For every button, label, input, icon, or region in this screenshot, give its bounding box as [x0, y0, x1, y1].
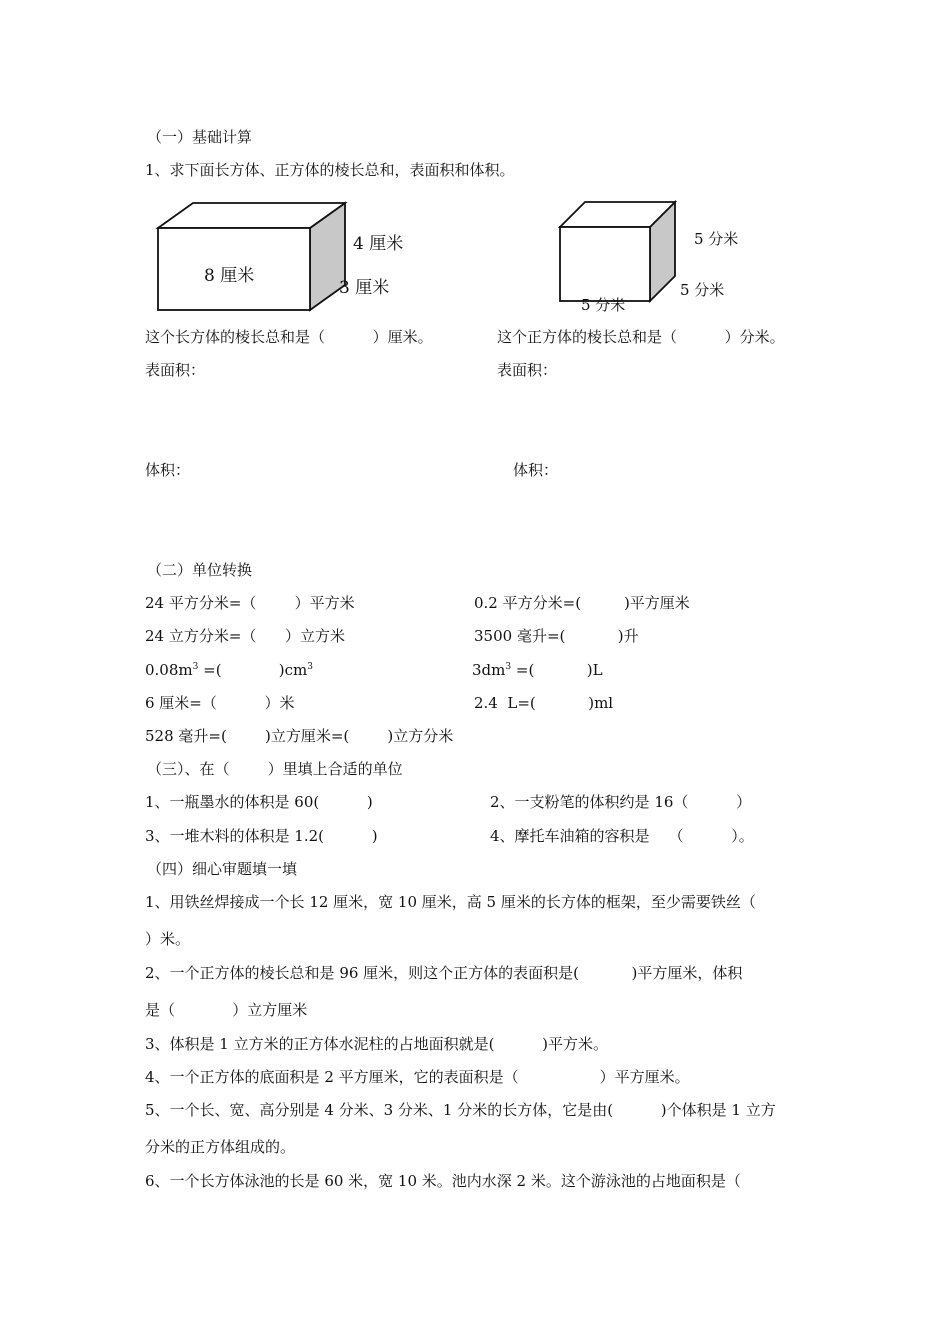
- unit-question-1: 1、一瓶墨水的体积是 60( ): [145, 793, 373, 811]
- conversion-1-left: 24 平方分米=（ ）平方米: [145, 594, 355, 612]
- conversion-2-right: 3500 毫升=( )升: [474, 627, 639, 645]
- conversion-3-right: [472, 660, 603, 680]
- cube-edge-label-top: 5 分米: [694, 230, 739, 248]
- conversion-3-left-exp2: 3: [307, 662, 313, 672]
- cube-edge-label-bottom: 5 分米: [581, 296, 626, 314]
- fill-question-2: 2、一个正方体的棱长总和是 96 厘米，则这个正方体的表面积是( )平方厘米，体积: [145, 964, 743, 982]
- cuboid-depth-label: 3 厘米: [339, 278, 390, 298]
- cube-surface-area-label: 表面积：: [497, 361, 558, 379]
- cuboid-volume-label: 体积：: [145, 461, 191, 479]
- conversion-4-left: 6 厘米=（ ）米: [145, 694, 295, 712]
- cuboid-height-label: 4 厘米: [353, 234, 404, 254]
- conversion-3-left-exp: 3: [192, 662, 199, 672]
- cube-volume-label: 体积：: [513, 461, 559, 479]
- question-1: 1、求下面长方体、正方体的棱长总和，表面积和体积。: [145, 161, 515, 179]
- fill-question-1-cont: ）米。: [145, 930, 191, 948]
- fill-question-3: 3、体积是 1 立方米的正方体水泥柱的占地面积就是( )平方米。: [145, 1035, 609, 1053]
- fill-question-4: 4、一个正方体的底面积是 2 平方厘米，它的表面积是（ ）平方厘米。: [145, 1068, 690, 1086]
- unit-question-4: 4、摩托车油箱的容积是 （ ）。: [490, 827, 754, 845]
- conversion-3-left: [145, 660, 313, 680]
- conversion-3-right-b: =( )L: [511, 661, 603, 679]
- conversion-2-left: 24 立方分米=（ ）立方米: [145, 627, 346, 645]
- unit-question-2: 2、一支粉笔的体积约是 16（ ）: [490, 793, 752, 811]
- conversion-4-right: 2.4 L=( )ml: [474, 694, 614, 712]
- cuboid-surface-area-label: 表面积：: [145, 361, 206, 379]
- fill-question-6: 6、一个长方体泳池的长是 60 米，宽 10 米。池内水深 2 米。这个游泳池的占地面积是（: [145, 1172, 741, 1190]
- fill-question-1: 1、用铁丝焊接成一个长 12 厘米，宽 10 厘米，高 5 厘米的长方体的框架，至少需要铁丝（: [145, 893, 756, 911]
- cube-edge-label-side: 5 分米: [680, 281, 725, 299]
- section2-heading: （二）单位转换: [147, 561, 253, 579]
- cuboid-figure: [150, 195, 350, 315]
- conversion-3-left-b: =( )cm: [198, 661, 308, 679]
- fill-question-5: 5、一个长、宽、高分别是 4 分米、3 分米、1 分米的长方体，它是由( )个体积是 1 立方: [145, 1101, 776, 1119]
- section3-heading: （三）、在（ ）里填上合适的单位: [147, 760, 403, 778]
- unit-question-3: 3、一堆木料的体积是 1.2( ): [145, 827, 378, 845]
- cuboid-edge-sum-line: 这个长方体的棱长总和是（ ）厘米。: [145, 328, 433, 346]
- cube-figure: [555, 198, 683, 306]
- cube-edge-sum-line: 这个正方体的棱长总和是（ ）分米。: [497, 328, 785, 346]
- section4-heading: （四）细心审题填一填: [147, 860, 298, 878]
- conversion-3-left-a: 0.08m: [145, 661, 193, 679]
- section1-heading: （一）基础计算: [147, 128, 253, 146]
- conversion-3-right-exp: 3: [505, 662, 512, 672]
- conversion-1-right: 0.2 平方分米=( )平方厘米: [474, 594, 690, 612]
- cuboid-length-label: 8 厘米: [204, 266, 255, 286]
- conversion-3-right-a: 3dm: [472, 661, 506, 679]
- fill-question-5-cont: 分米的正方体组成的。: [145, 1138, 296, 1156]
- conversion-5: 528 毫升=( )立方厘米=( )立方分米: [145, 727, 454, 745]
- fill-question-2-cont: 是（ ）立方厘米: [145, 1001, 308, 1019]
